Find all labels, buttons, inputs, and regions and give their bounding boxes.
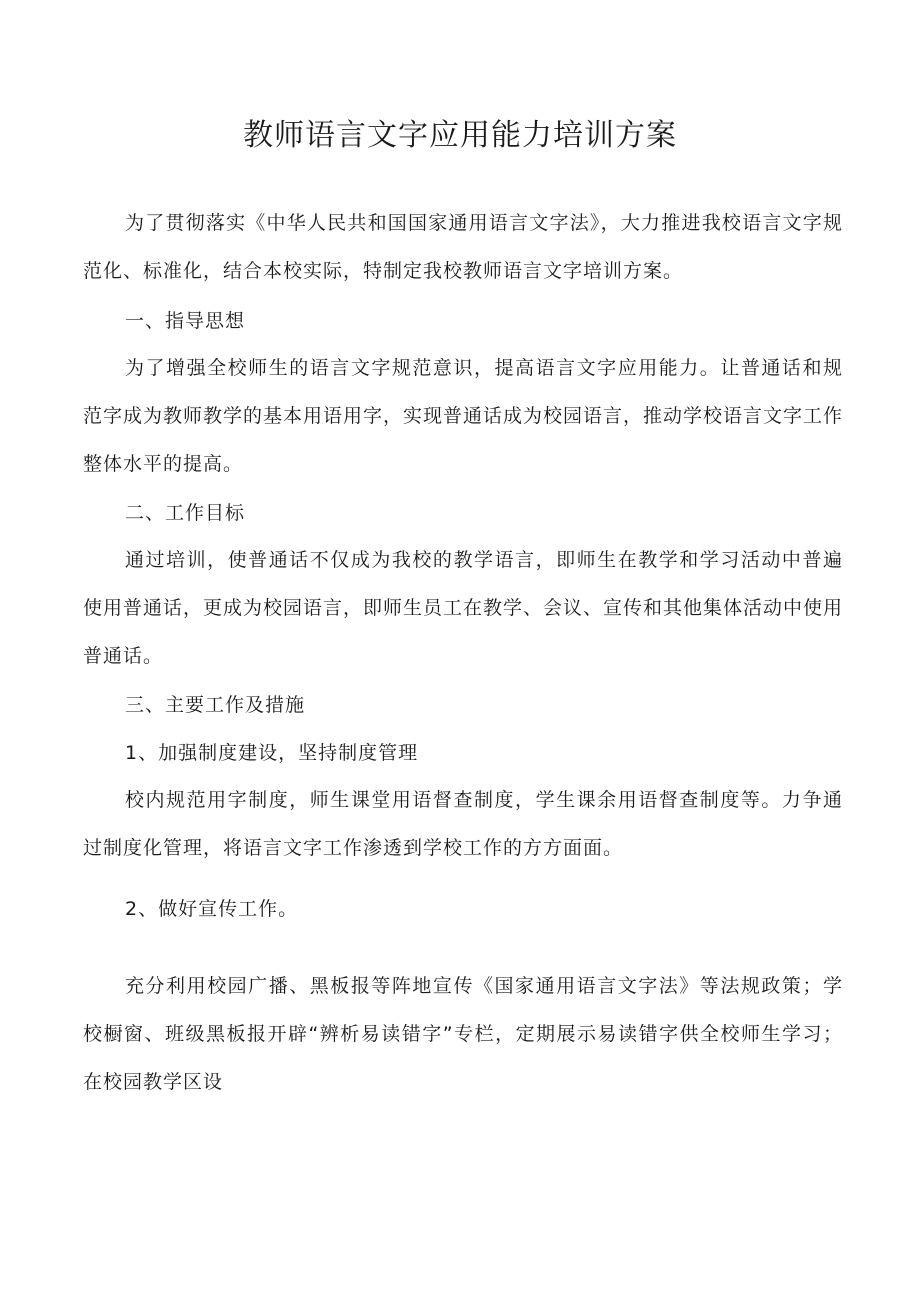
section-heading-guiding-ideology: 一、指导思想 (125, 310, 246, 332)
item-heading-system-building: 1、加强制度建设，坚持制度管理 (125, 742, 419, 764)
item-heading-publicity: 2、做好宣传工作。 (125, 898, 299, 920)
section-body-work-goals: 通过培训，使普通话不仅成为我校的教学语言，即师生在教学和学习活动中普遍使用普通话，更成为校园语言，即师生员工在教学、会议、宣传和其他集体活动中使用普通话。 (83, 549, 844, 667)
item-body-system-building: 校内规范用字制度，师生课堂用语督查制度，学生课余用语督查制度等。力争通过制度化管理，将语言文字工作渗透到学校工作的方方面面。 (83, 789, 843, 859)
item-body-publicity: 充分利用校园广播、黑板报等阵地宣传《国家通用语言文字法》等法规政策；学校橱窗、班级黑板报开辟“辨析易读错字”专栏，定期展示易读错字供全校师生学习；在校园教学区设 (83, 975, 843, 1093)
section-body-guiding-ideology: 为了增强全校师生的语言文字规范意识，提高语言文字应用能力。让普通话和规范字成为教师教学的基本用语用字，实现普通话成为校园语言，推动学校语言文字工作整体水平的提高。 (83, 357, 844, 475)
section-heading-work-goals: 二、工作目标 (125, 502, 246, 524)
section-heading-main-measures: 三、主要工作及措施 (125, 694, 306, 716)
document-title: 教师语言文字应用能力培训方案 (243, 118, 677, 153)
intro-paragraph: 为了贯彻落实《中华人民共和国国家通用语言文字法》，大力推进我校语言文字规范化、标准化，结合本校实际，特制定我校教师语言文字培训方案。 (83, 212, 843, 282)
